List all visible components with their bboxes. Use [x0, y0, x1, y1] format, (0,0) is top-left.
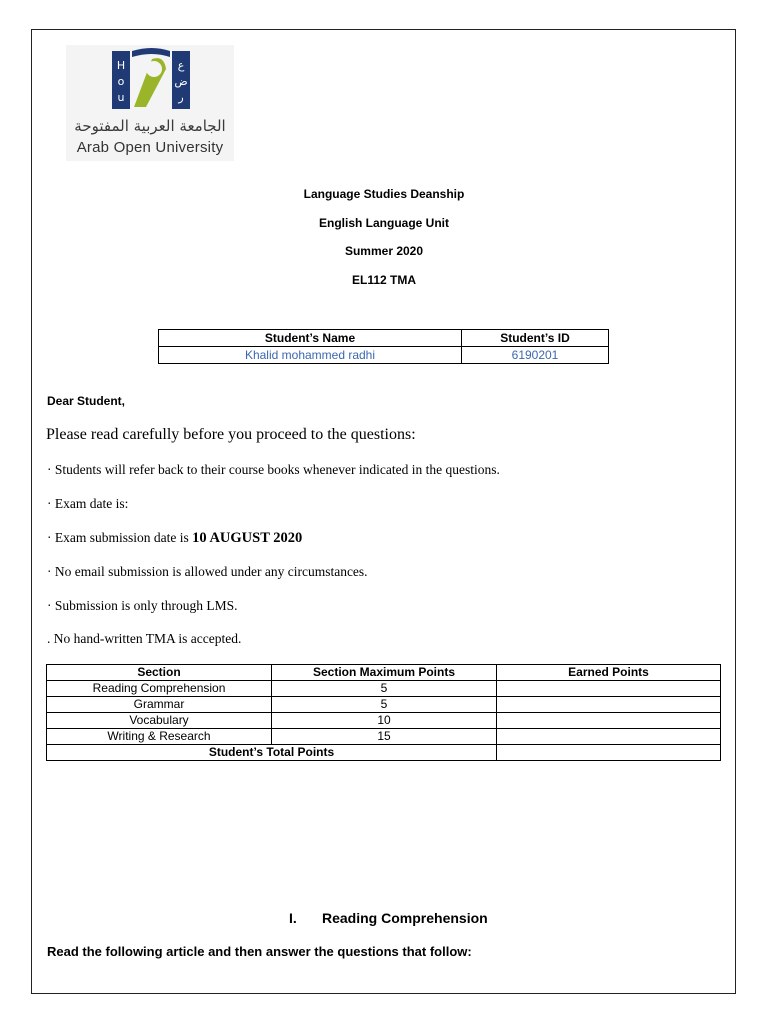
earned-points-cell: [497, 729, 721, 745]
bullet-lms-only: · Submission is only through LMS.: [47, 598, 238, 613]
table-row: [47, 697, 721, 713]
section-heading: [289, 910, 488, 926]
submission-date-value: 10 AUGUST 2020: [192, 530, 303, 546]
earned-points-cell: [497, 697, 721, 713]
unit-heading: English Language Unit: [318, 216, 449, 230]
table-row: [159, 347, 609, 364]
student-id-value: 6190201: [462, 347, 609, 364]
university-logo: [66, 45, 234, 161]
section-cell: Writing & Research: [47, 729, 272, 745]
logo-arabic-name: الجامعة العربية المفتوحة: [74, 117, 226, 135]
section-cell: Reading Comprehension: [47, 681, 272, 697]
submission-date-prefix: · Exam submission date is: [47, 530, 193, 545]
svg-text:H: H: [116, 59, 126, 72]
logo-english-name: Arab Open University: [76, 139, 224, 156]
deanship-heading: Language Studies Deanship: [303, 187, 465, 201]
term-heading: Summer 2020: [344, 244, 424, 258]
course-heading: EL112 TMA: [351, 273, 417, 287]
svg-text:u: u: [117, 91, 125, 104]
lead-instruction: Please read carefully before you proceed to the questions:: [46, 426, 416, 443]
student-id-header: Student’s ID: [462, 330, 609, 347]
section-number: I.: [289, 910, 297, 926]
section-cell: Vocabulary: [47, 713, 272, 729]
bullet-no-handwritten: . No hand-written TMA is accepted.: [47, 631, 242, 646]
student-name-value: Khalid mohammed radhi: [159, 347, 462, 364]
table-header-row: [47, 665, 721, 681]
aou-logo-icon: [66, 45, 234, 117]
table-row: [47, 681, 721, 697]
max-points-column-header: Section Maximum Points: [272, 665, 497, 681]
max-points-cell: 5: [272, 681, 497, 697]
max-points-cell: 15: [272, 729, 497, 745]
table-row: [47, 713, 721, 729]
student-name-header: Student’s Name: [159, 330, 462, 347]
svg-text:ض: ض: [174, 75, 188, 88]
svg-text:ر: ر: [178, 91, 184, 104]
points-table: [46, 664, 721, 761]
earned-points-cell: [497, 713, 721, 729]
total-points-label: Student’s Total Points: [47, 745, 497, 761]
table-row: [47, 729, 721, 745]
svg-text:ع: ع: [177, 59, 185, 72]
section-cell: Grammar: [47, 697, 272, 713]
greeting: Dear Student,: [47, 394, 126, 408]
total-points-value: [497, 745, 721, 761]
reading-instruction: Read the following article and then answer the questions that follow:: [47, 944, 472, 959]
bullet-exam-date: · Exam date is:: [47, 496, 129, 511]
page-frame: [31, 29, 736, 994]
max-points-cell: 5: [272, 697, 497, 713]
bullet-course-books: · Students will refer back to their course books whenever indicated in the questions.: [47, 462, 500, 477]
bullet-no-email: · No email submission is allowed under any circumstances.: [47, 564, 368, 579]
section-title: Reading Comprehension: [322, 910, 488, 926]
earned-points-column-header: Earned Points: [497, 665, 721, 681]
bullet-submission-date: [47, 530, 302, 547]
student-info-table: [158, 329, 609, 364]
table-row: [159, 330, 609, 347]
section-column-header: Section: [47, 665, 272, 681]
svg-text:o: o: [117, 75, 125, 88]
earned-points-cell: [497, 681, 721, 697]
max-points-cell: 10: [272, 713, 497, 729]
table-total-row: [47, 745, 721, 761]
